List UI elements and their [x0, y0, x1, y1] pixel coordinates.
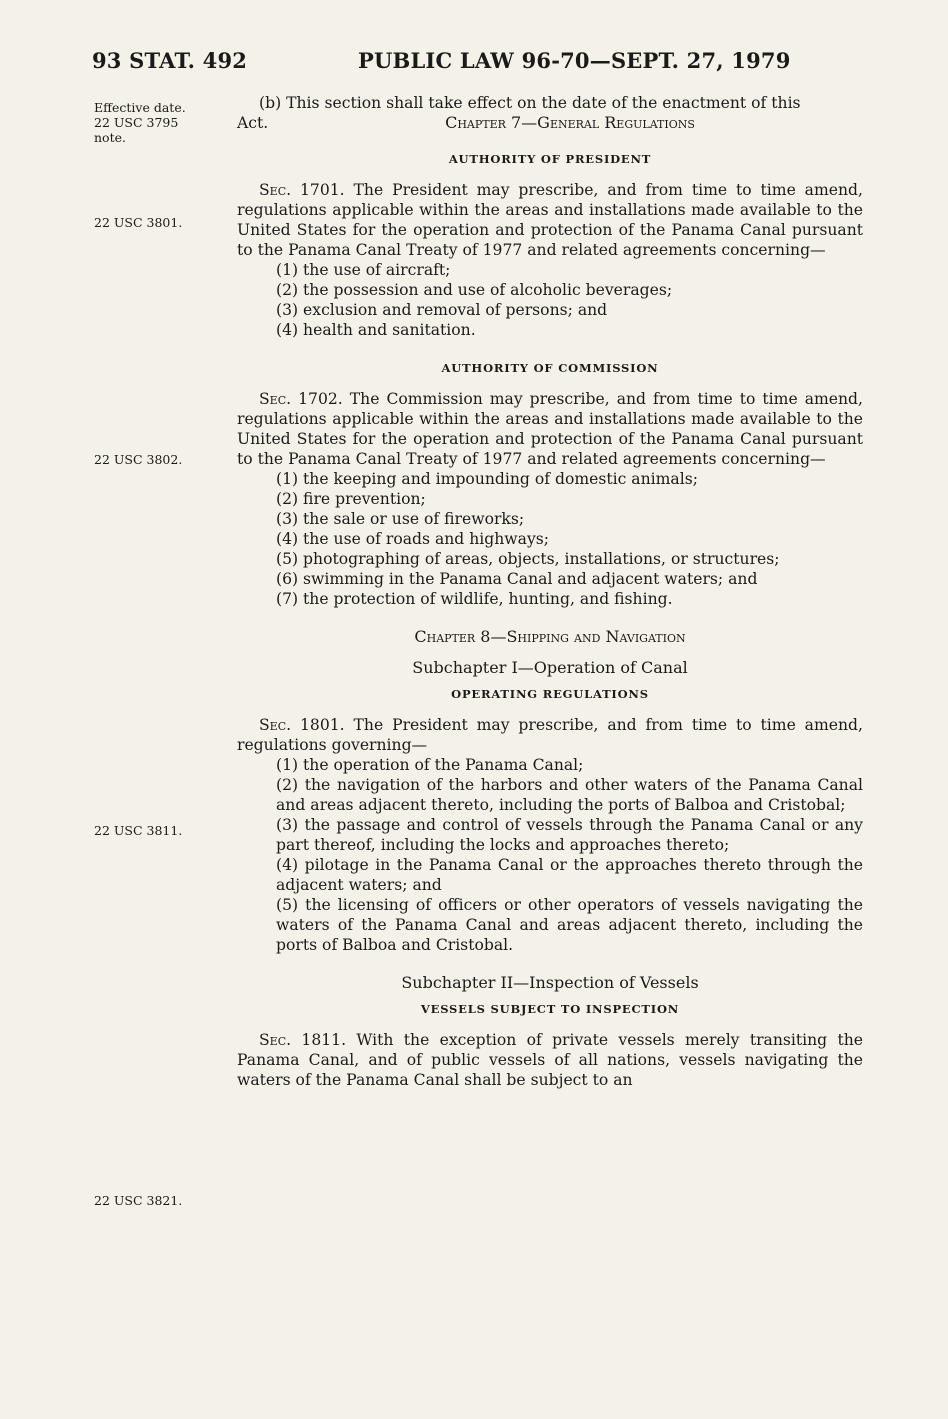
list-item: (1) the keeping and impounding of domestic animals;	[276, 470, 698, 488]
margin-note-usc-3811: 22 USC 3811.	[94, 823, 183, 838]
section-1801	[237, 715, 863, 755]
heading-authority-of-commission: AUTHORITY OF COMMISSION	[441, 361, 659, 375]
section-1811	[237, 1030, 863, 1090]
section-1701-text: The President may prescribe, and from time to time amend, regulations applicable within the areas and installations made available to the United States for the operation and protection of the Panama Canal pursuant to the Panama Canal Treaty of 1977 and related agreements concerning—	[237, 181, 863, 259]
section-1702-text: The Commission may prescribe, and from time to time amend, regulations applicable within the areas and installations made available to the United States for the operation and protection of the Panama Canal pursuant to the Panama Canal Treaty of 1977 and related agreements concerning—	[237, 390, 863, 468]
list-item: (1) the use of aircraft;	[276, 261, 451, 279]
section-1701	[237, 180, 863, 260]
subchapter-2-heading: Subchapter II—Inspection of Vessels	[401, 973, 699, 992]
list-item: (3) exclusion and removal of persons; and	[276, 301, 608, 319]
heading-authority-of-president: AUTHORITY OF PRESIDENT	[448, 152, 652, 166]
list-item: (3) the passage and control of vessels through the Panama Canal or any part thereof, including the locks and approaches thereto;	[276, 816, 863, 854]
list-item: (4) health and sanitation.	[276, 321, 476, 339]
chapter-8-heading: Chapter 8—Shipping and Navigation	[414, 627, 686, 646]
section-1701-label: Sec. 1701.	[259, 181, 345, 199]
section-1702-label: Sec. 1702.	[259, 390, 343, 408]
section-1801-label: Sec. 1801.	[259, 716, 345, 734]
margin-note-usc-3821: 22 USC 3821.	[94, 1193, 183, 1208]
list-item: (5) the licensing of officers or other operators of vessels navigating the waters of the Panama Canal and areas adjacent thereto, including the ports of Balboa and Cristobal.	[276, 896, 863, 954]
section-1702	[237, 389, 863, 469]
section-1811-label: Sec. 1811.	[259, 1031, 347, 1049]
list-item: (4) the use of roads and highways;	[276, 530, 550, 548]
list-item: (1) the operation of the Panama Canal;	[276, 756, 584, 774]
heading-operating-regulations: OPERATING REGULATIONS	[451, 687, 649, 701]
list-item: (7) the protection of wildlife, hunting, and fishing.	[276, 590, 673, 608]
heading-vessels-subject-to-inspection: VESSELS SUBJECT TO INSPECTION	[420, 1002, 680, 1016]
document-body	[237, 93, 863, 1090]
chapter-7-heading: Chapter 7—General Regulations	[445, 113, 695, 132]
law-title: PUBLIC LAW 96-70—SEPT. 27, 1979	[358, 48, 791, 73]
subsection-b-line-end: Act.	[237, 114, 269, 132]
margin-note-note: note.	[94, 130, 126, 145]
list-item: (4) pilotage in the Panama Canal or the approaches thereto through the adjacent waters; and	[276, 856, 863, 894]
list-item: (5) photographing of areas, objects, installations, or structures;	[276, 550, 780, 568]
list-item: (2) the possession and use of alcoholic beverages;	[276, 281, 673, 299]
margin-note-usc-3795: 22 USC 3795	[94, 115, 179, 130]
list-item: (2) fire prevention;	[276, 490, 426, 508]
page-header	[92, 48, 862, 84]
statute-page-reference: 93 STAT. 492	[92, 48, 248, 73]
margin-note-usc-3801: 22 USC 3801.	[94, 215, 183, 230]
margin-note-effective-date: Effective date.	[94, 100, 186, 115]
section-1801-text: The President may prescribe, and from time to time amend, regulations governing—	[237, 716, 863, 754]
list-item: (2) the navigation of the harbors and other waters of the Panama Canal and areas adjacent thereto, including the ports of Balboa and Cristobal;	[276, 776, 863, 814]
list-item: (6) swimming in the Panama Canal and adjacent waters; and	[276, 570, 758, 588]
margin-note-usc-3802: 22 USC 3802.	[94, 452, 183, 467]
subchapter-1-heading: Subchapter I—Operation of Canal	[412, 658, 688, 677]
section-1811-text: With the exception of private vessels merely transiting the Panama Canal, and of public vessels of all nations, vessels navigating the waters of the Panama Canal shall be subject to an	[237, 1031, 864, 1089]
subsection-b-line: (b) This section shall take effect on the date of the enactment of this	[259, 94, 801, 112]
list-item: (3) the sale or use of fireworks;	[276, 510, 525, 528]
